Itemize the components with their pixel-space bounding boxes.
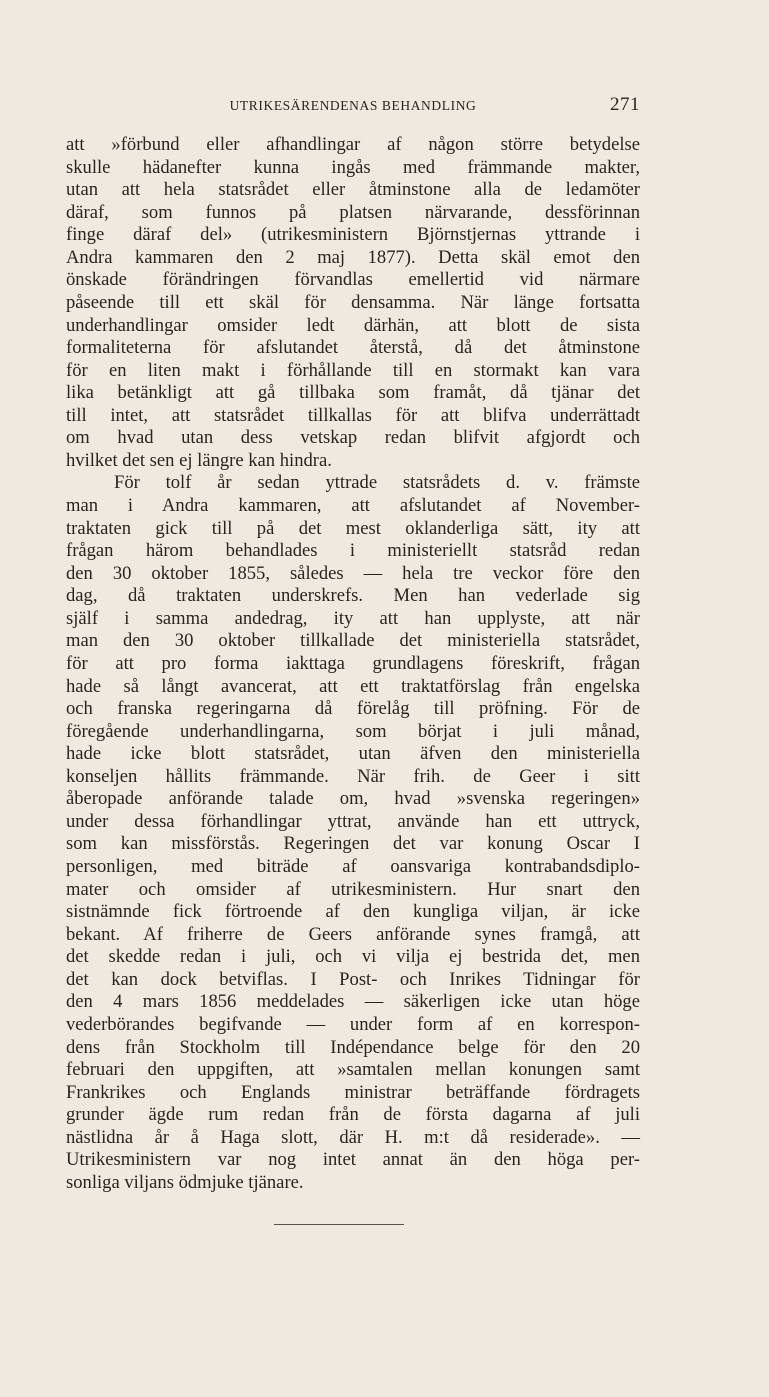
text-line: Utrikesministern var nog intet annat än den höga per- bbox=[66, 1149, 640, 1171]
text-line: Frankrikes och Englands ministrar beträffande fördragets bbox=[66, 1081, 640, 1103]
text-line: underhandlingar omsider ledt därhän, att blott de sista bbox=[66, 314, 640, 336]
text-line: för en liten makt i förhållande till en stormakt kan vara bbox=[66, 359, 640, 381]
text-line: den 4 mars 1856 meddelades — säkerligen icke utan höge bbox=[66, 991, 640, 1013]
text-line: sonliga viljans ödmjuke tjänare. bbox=[66, 1171, 304, 1193]
page-header bbox=[66, 94, 640, 120]
text-line: finge däraf del» (utrikesministern Björnstjernas yttrande i bbox=[66, 224, 640, 246]
text-line: påseende till ett skäl för densamma. När länge fortsatta bbox=[66, 291, 640, 313]
text-line: man den 30 oktober tillkallade det ministeriella statsrådet, bbox=[66, 630, 640, 652]
text-line: åberopade anförande talade om, hvad »svenska regeringen» bbox=[66, 788, 640, 810]
text-line: februari den uppgiften, att »samtalen mellan konungen samt bbox=[66, 1059, 640, 1081]
text-line: grunder ägde rum redan från de första dagarna af juli bbox=[66, 1104, 640, 1126]
text-line: hade så långt avancerat, att ett traktatförslag från engelska bbox=[66, 675, 640, 697]
running-title: UTRIKESÄRENDENAS BEHANDLING bbox=[229, 98, 477, 113]
text-line: formaliteterna för afslutandet återstå, då det åtminstone bbox=[66, 337, 640, 359]
text-line: sistnämnde fick förtroende af den kungliga viljan, är icke bbox=[66, 901, 640, 923]
text-line: om hvad utan dess vetskap redan blifvit afgjordt och bbox=[66, 427, 640, 449]
text-line: det kan dock betviflas. I Post- och Inrikes Tidningar för bbox=[66, 968, 640, 990]
text-line: personligen, med biträde af oansvariga kontrabandsdiplo- bbox=[66, 856, 640, 877]
text-line: däraf, som funnos på platsen närvarande, dessförinnan bbox=[66, 201, 640, 223]
page-number: 271 bbox=[610, 94, 640, 115]
text-line: skulle hädanefter kunna ingås med främmande makter, bbox=[66, 156, 640, 178]
text-line: utan att hela statsrådet eller åtminstone alla de ledamöter bbox=[66, 179, 640, 201]
body-text bbox=[66, 134, 640, 1194]
text-line: dens från Stockholm till Indépendance belge för den 20 bbox=[66, 1036, 640, 1058]
text-line: frågan härom behandlades i ministeriellt statsråd redan bbox=[66, 540, 640, 562]
text-line: för att pro forma iakttaga grundlagens föreskrift, frågan bbox=[66, 652, 640, 674]
footer-rule bbox=[274, 1224, 404, 1225]
text-line: själf i samma andedrag, ity att han upplyste, att när bbox=[66, 607, 640, 629]
text-line: konseljen hållits främmande. När frih. de Geer i sitt bbox=[66, 765, 640, 787]
text-line: hade icke blott statsrådet, utan äfven den ministeriella bbox=[66, 743, 640, 765]
text-line: hvilket det sen ej längre kan hindra. bbox=[66, 449, 332, 471]
text-line: vederbörandes begifvande — under form af en korrespon- bbox=[66, 1013, 640, 1035]
text-line: det skedde redan i juli, och vi vilja ej bestrida det, men bbox=[66, 946, 640, 968]
text-line: Andra kammaren den 2 maj 1877). Detta skäl emot den bbox=[66, 246, 640, 268]
text-line: att »förbund eller afhandlingar af någon större betydelse bbox=[66, 134, 640, 155]
text-line: som kan missförstås. Regeringen det var konung Oscar I bbox=[66, 833, 640, 855]
text-line: och franska regeringarna då förelåg till pröfning. För de bbox=[66, 698, 640, 720]
text-line: dag, då traktaten underskrefs. Men han vederlade sig bbox=[66, 585, 640, 607]
text-line: till intet, att statsrådet tillkallas för att blifva underrättadt bbox=[66, 404, 640, 426]
text-line: mater och omsider af utrikesministern. Hur snart den bbox=[66, 878, 640, 900]
text-line: traktaten gick till på det mest oklanderliga sätt, ity att bbox=[66, 517, 640, 539]
text-line: nästlidna år å Haga slott, där H. m:t då residerade». — bbox=[66, 1126, 640, 1148]
text-line: lika betänkligt att gå tillbaka som framåt, då tjänar det bbox=[66, 382, 640, 404]
text-line: För tolf år sedan yttrade statsrådets d. v. främste bbox=[114, 472, 640, 494]
text-line: önskade förändringen förvandlas emellertid vid närmare bbox=[66, 269, 640, 291]
text-line: under dessa förhandlingar yttrat, använde han ett uttryck, bbox=[66, 810, 640, 832]
text-line: bekant. Af friherre de Geers anförande synes framgå, att bbox=[66, 923, 640, 945]
text-line: man i Andra kammaren, att afslutandet af November- bbox=[66, 495, 640, 516]
text-line: föregående underhandlingarna, som börjat i juli månad, bbox=[66, 720, 640, 742]
text-line: den 30 oktober 1855, således — hela tre veckor före den bbox=[66, 562, 640, 584]
